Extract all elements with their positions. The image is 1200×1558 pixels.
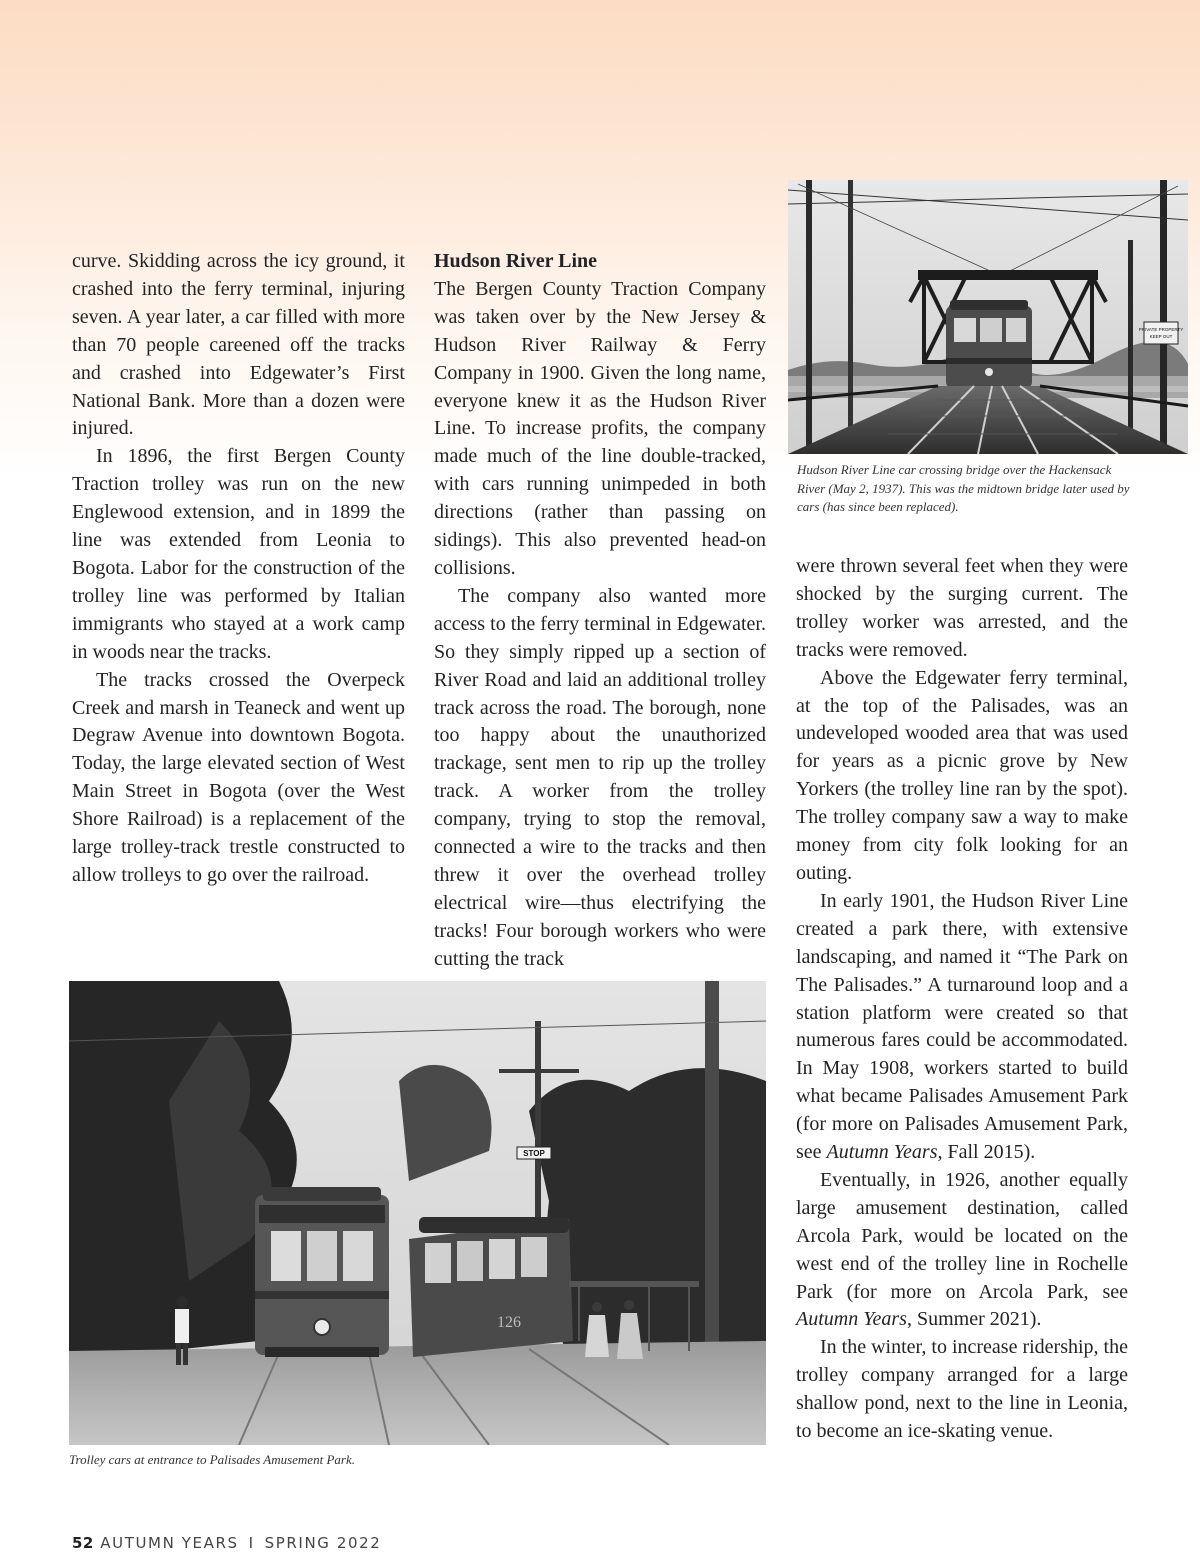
bridge-sign-text: PRIVATE PROPERTY	[1138, 327, 1184, 332]
body-paragraph: curve. Skidding across the icy ground, it crashed into the ferry terminal, injuring seven. A year later, a car filled with more than 70 people careened off the tracks and crashed into Edgewater’s First National Bank. More than a dozen were injured.	[72, 250, 405, 440]
page-number: 52	[72, 1534, 94, 1552]
publication-name: AUTUMN YEARS	[100, 1534, 239, 1552]
article-column-2	[434, 248, 766, 974]
body-paragraph: were thrown several feet when they were shocked by the surging current. The trolley worker was arrested, and the tracks were removed.	[796, 555, 1128, 661]
trolley-number-text: 126	[497, 1314, 521, 1331]
body-paragraph: In early 1901, the Hudson River Line created a park there, with extensive landscaping, and named it “The Park on The Palisades.” A turnaround loop and a station platform were created so that numerous fares could be accommodated. In May 1908, workers started to build what became Palisades Amusement Park (for more on Palisades Amusement Park, see Autumn Years, Fall 2015).	[796, 889, 1128, 1164]
body-paragraph: The tracks crossed the Overpeck Creek and marsh in Teaneck and went up Degraw Avenue into downtown Bogota. Today, the large elevated section of West Main Street in Bogota (over the West Shore Railroad) is a replacement of the large trolley-track trestle constructed to allow trolleys to go over the railroad.	[72, 668, 405, 886]
photo-caption-top: Hudson River Line car crossing bridge over the Hackensack River (May 2, 1937). This was the midtown bridge later used by cars (has since been replaced).	[797, 462, 1130, 514]
body-paragraph: Above the Edgewater ferry terminal, at the top of the Palisades, was an undeveloped wooded area that was used for years as a picnic grove by New Yorkers (the trolley line ran by the spot). The trolley company saw a way to make money from city folk looking for an outing.	[796, 666, 1128, 884]
magazine-title: Autumn Years	[796, 1308, 907, 1331]
body-paragraph: The Bergen County Traction Company was taken over by the New Jersey & Hudson River Railway & Ferry Company in 1900. Given the long name, everyone knew it as the Hudson River Line. To increase profits, the company made much of the line double-tracked, with cars running unimpeded in both directions (rather than passing on sidings). This also prevented head-on collisions.	[434, 277, 766, 579]
magazine-title: Autumn Years	[826, 1141, 938, 1164]
body-paragraph: In 1896, the first Bergen County Traction trolley was run on the new Englewood extension, and in 1899 the line was extended from Leonia to Bogota. Labor for the construction of the trolley line was performed by Italian immigrants who stayed at a work camp in woods near the tracks.	[72, 445, 405, 663]
bridge-trolley-photo	[788, 180, 1188, 454]
page-footer	[72, 1534, 381, 1552]
section-heading: Hudson River Line	[434, 250, 597, 272]
park-entrance-trolleys-photo	[69, 981, 766, 1445]
stop-sign-text: STOP	[523, 1149, 545, 1158]
bridge-sign-text-2: KEEP OUT	[1149, 334, 1173, 339]
issue-label: SPRING 2022	[264, 1534, 382, 1552]
article-column-3	[796, 553, 1128, 1446]
body-paragraph: The company also wanted more access to the ferry terminal in Edgewater. So they simply ripped up a section of River Road and laid an additional trolley track across the road. The borough, none too happy about the unauthorized trackage, sent men to rip up the trolley track. A worker from the trolley company, trying to stop the removal, connected a wire to the tracks and then threw it over the overhead trolley electrical wire—thus electrifying the tracks! Four borough workers who were cutting the track	[434, 584, 766, 970]
article-column-1	[72, 248, 405, 890]
body-paragraph: In the winter, to increase ridership, the trolley company arranged for a large shallow pond, next to the line in Leonia, to become an ice-skating venue.	[796, 1336, 1128, 1443]
body-paragraph: Eventually, in 1926, another equally large amusement destination, called Arcola Park, would be located on the west end of the trolley line in Rochelle Park (for more on Arcola Park, see Autumn Years, Summer 2021).	[796, 1168, 1128, 1331]
photo-caption-bottom: Trolley cars at entrance to Palisades Amusement Park.	[69, 1452, 355, 1467]
footer-separator: I	[248, 1534, 255, 1552]
